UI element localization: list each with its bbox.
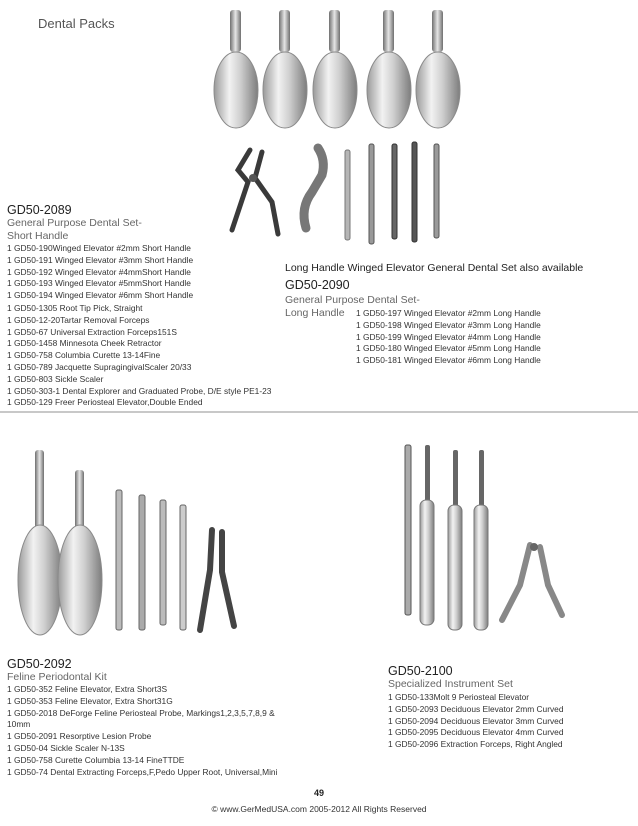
winged-elevator-icon xyxy=(263,10,307,128)
list-item: 1 GD50-194 Winged Elevator #6mm Short Handle xyxy=(7,290,194,301)
dental-probe-icon xyxy=(345,150,350,240)
specialized-set-photo xyxy=(380,435,600,650)
dental-probe-icon xyxy=(160,500,166,625)
extraction-forceps-icon xyxy=(200,530,234,630)
section-divider xyxy=(0,411,638,413)
feline-kit-photo xyxy=(0,440,300,650)
list-item: 1 GD50-2091 Resorptive Lesion Probe xyxy=(7,731,152,742)
list-item: 1 GD50-197 Winged Elevator #2mm Long Handle xyxy=(356,308,541,318)
list-item: 1 GD50-352 Feline Elevator, Extra Short3S xyxy=(7,684,168,694)
list-item: 1 GD50-789 Jacquette SupragingivalScaler 20/33 xyxy=(7,361,192,372)
winged-elevator-icon xyxy=(416,10,460,128)
cheek-retractor-icon xyxy=(304,148,323,228)
list-item: 1 GD50-2094 Deciduous Elevator 3mm Curved xyxy=(388,715,564,726)
winged-elevator-icon xyxy=(214,10,258,128)
winged-elevator-icon xyxy=(18,450,62,635)
list-item: 1 GD50-803 Sickle Scaler xyxy=(7,373,104,384)
list-item: 1 GD50-2018 DeForge Feline Periosteal Probe, Markings1,2,3,5,7,8,9 & xyxy=(7,707,275,718)
set-code-2090: GD50-2090 xyxy=(285,278,350,292)
winged-elevator-icon xyxy=(58,470,102,635)
list-item: 1 GD50-2093 Deciduous Elevator 2mm Curved xyxy=(388,703,564,714)
list-item: 10mm xyxy=(7,719,31,730)
list-item: 1 GD50-191 Winged Elevator #3mm Short Handle xyxy=(7,254,194,265)
winged-elevator-icon xyxy=(367,10,411,128)
winged-elevator-icon xyxy=(420,445,434,625)
set-code-2089: GD50-2089 xyxy=(7,203,72,217)
elevator-set-photo xyxy=(0,0,638,140)
extraction-forceps-icon xyxy=(232,150,278,234)
copyright-notice: © www.GerMedUSA.com 2005-2012 All Rights Reserved xyxy=(211,804,427,814)
item-list-2089 xyxy=(7,243,271,409)
general-instruments-photo xyxy=(0,130,638,250)
set-subtitle-2090-line1: General Purpose Dental Set- xyxy=(285,294,420,306)
winged-elevator-icon xyxy=(474,450,488,630)
list-item: 1 GD50-181 Winged Elevator #6mm Long Handle xyxy=(356,355,541,366)
extraction-forceps-icon xyxy=(502,543,562,620)
set-code-2100: GD50-2100 xyxy=(388,664,453,678)
list-item: 1 GD50-193 Winged Elevator #5mmShort Handle xyxy=(7,278,191,289)
dental-probe-icon xyxy=(369,144,374,244)
list-item: 1 GD50-12-20Tartar Removal Forceps xyxy=(7,314,150,325)
availability-note: Long Handle Winged Elevator General Dental Set also available xyxy=(285,262,584,274)
list-item: 1 GD50-199 Winged Elevator #4mm Long Handle xyxy=(356,331,541,342)
page-number: 49 xyxy=(313,788,324,798)
item-list-2092 xyxy=(7,684,277,778)
list-item: 1 GD50-129 Freer Periosteal Elevator,Double Ended xyxy=(7,397,203,408)
dental-probe-icon xyxy=(116,490,122,630)
dental-probe-icon xyxy=(180,505,186,630)
list-item: 1 GD50-74 Dental Extracting Forceps,F,Pedo Upper Root, Universal,Mini xyxy=(7,766,278,777)
set-subtitle-2092: Feline Periodontal Kit xyxy=(7,671,107,683)
list-item: 1 GD50-758 Curette Columbia 13-14 FineTTDE xyxy=(7,754,185,765)
list-item: 1 GD50-190Winged Elevator #2mm Short Handle xyxy=(7,243,191,253)
list-item: 1 GD50-67 Universal Extraction Forceps151S xyxy=(7,326,177,337)
list-item: 1 GD50-2095 Deciduous Elevator 4mm Curved xyxy=(388,727,564,738)
list-item: 1 GD50-353 Feline Elevator, Extra Short31G xyxy=(7,695,173,706)
set-subtitle-2089-line2: Short Handle xyxy=(7,230,69,242)
list-item: 1 GD50-758 Columbia Curette 13-14Fine xyxy=(7,350,161,361)
dental-probe-icon xyxy=(412,142,417,242)
set-code-2092: GD50-2092 xyxy=(7,657,72,671)
set-subtitle-2089-line1: General Purpose Dental Set- xyxy=(7,217,142,229)
dental-probe-icon xyxy=(434,144,439,238)
list-item: 1 GD50-2096 Extraction Forceps, Right Angled xyxy=(388,739,563,750)
list-item: 1 GD50-1305 Root Tip Pick, Straight xyxy=(7,302,143,313)
set-subtitle-2100: Specialized Instrument Set xyxy=(388,678,513,690)
winged-elevator-icon xyxy=(448,450,462,630)
dental-probe-icon xyxy=(139,495,145,630)
set-subtitle-2090-line2: Long Handle xyxy=(285,307,345,319)
item-list-2100 xyxy=(388,692,564,751)
list-item: 1 GD50-303-1 Dental Explorer and Graduated Probe, D/E style PE1-23 xyxy=(7,385,272,396)
list-item: 1 GD50-1458 Minnesota Cheek Retractor xyxy=(7,338,162,349)
list-item: 1 GD50-04 Sickle Scaler N-13S xyxy=(7,742,125,753)
list-item: 1 GD50-198 Winged Elevator #3mm Long Handle xyxy=(356,319,541,330)
dental-probe-icon xyxy=(392,144,397,239)
dental-probe-icon xyxy=(405,445,411,615)
winged-elevator-icon xyxy=(313,10,357,128)
list-item: 1 GD50-192 Winged Elevator #4mmShort Handle xyxy=(7,266,191,277)
section-header: Dental Packs xyxy=(38,16,115,31)
item-list-2090 xyxy=(356,308,541,367)
list-item: 1 GD50-180 Winged Elevator #5mm Long Handle xyxy=(356,343,541,354)
list-item: 1 GD50-133Molt 9 Periosteal Elevator xyxy=(388,692,530,702)
